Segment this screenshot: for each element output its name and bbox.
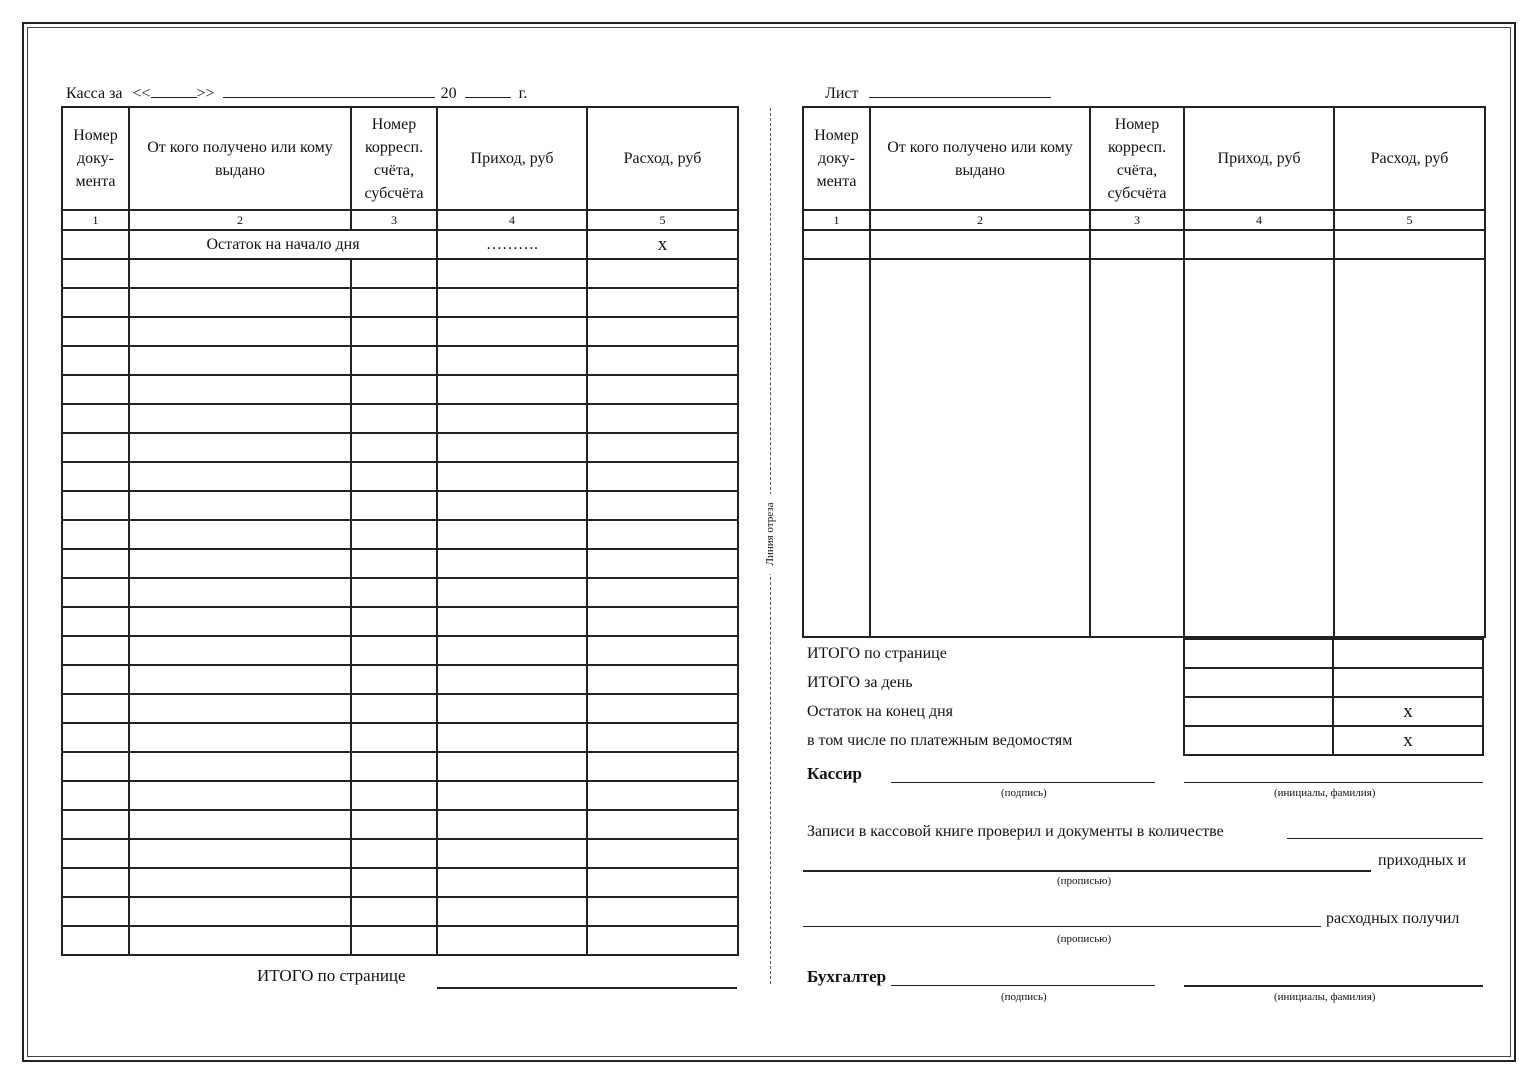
left-opening-balance-label: Остаток на начало дня bbox=[129, 230, 437, 259]
right-entries-cell[interactable] bbox=[803, 259, 870, 637]
left-table-cell[interactable] bbox=[62, 781, 129, 810]
left-table-cell[interactable] bbox=[437, 462, 587, 491]
left-table-cell[interactable] bbox=[129, 578, 351, 607]
left-table-cell[interactable] bbox=[587, 317, 738, 346]
left-table-cell[interactable] bbox=[62, 897, 129, 926]
left-table-cell[interactable] bbox=[587, 375, 738, 404]
left-table-cell[interactable] bbox=[351, 404, 437, 433]
left-table-row bbox=[62, 636, 738, 665]
right-totals-expense-cell[interactable] bbox=[1332, 638, 1484, 669]
left-table-cell[interactable] bbox=[129, 462, 351, 491]
left-table-row bbox=[62, 462, 738, 491]
left-table-cell[interactable] bbox=[351, 636, 437, 665]
left-table-row bbox=[62, 288, 738, 317]
left-table-cell[interactable] bbox=[587, 607, 738, 636]
left-table-cell[interactable] bbox=[62, 926, 129, 955]
kassa-year-suffix: г. bbox=[518, 85, 528, 102]
left-opening-doc-cell[interactable] bbox=[62, 230, 129, 259]
right-column-numbers-row bbox=[803, 210, 1485, 230]
left-header-row bbox=[62, 107, 738, 210]
left-table-cell[interactable] bbox=[437, 317, 587, 346]
left-table-cell[interactable] bbox=[587, 868, 738, 897]
left-opening-balance-row bbox=[62, 230, 738, 259]
left-table-cell[interactable] bbox=[437, 520, 587, 549]
left-table-cell[interactable] bbox=[437, 636, 587, 665]
left-table-cell[interactable] bbox=[129, 491, 351, 520]
left-table-cell[interactable] bbox=[351, 288, 437, 317]
left-table-row bbox=[62, 694, 738, 723]
left-table-cell[interactable] bbox=[62, 317, 129, 346]
left-page-total-label: ИТОГО по странице bbox=[257, 966, 406, 985]
left-table-cell[interactable] bbox=[62, 462, 129, 491]
incoming-in-words-caption: (прописью) bbox=[1057, 875, 1112, 887]
left-colnum-5: 5 bbox=[587, 210, 738, 230]
left-table-cell[interactable] bbox=[129, 520, 351, 549]
left-table-row bbox=[62, 723, 738, 752]
left-table-cell[interactable] bbox=[437, 346, 587, 375]
left-table-cell[interactable] bbox=[351, 897, 437, 926]
left-table-cell[interactable] bbox=[587, 520, 738, 549]
left-table-cell[interactable] bbox=[351, 781, 437, 810]
left-table-cell[interactable] bbox=[587, 694, 738, 723]
left-ledger-table bbox=[61, 106, 739, 956]
left-table-cell[interactable] bbox=[351, 491, 437, 520]
outgoing-in-words-caption: (прописью) bbox=[1057, 933, 1112, 945]
left-table-cell[interactable] bbox=[62, 694, 129, 723]
left-table-cell[interactable] bbox=[437, 839, 587, 868]
left-table-cell[interactable] bbox=[62, 868, 129, 897]
cashier-initials-caption: (инициалы, фамилия) bbox=[1274, 787, 1376, 799]
left-opening-balance-expense: х bbox=[587, 230, 738, 259]
left-table-cell[interactable] bbox=[129, 926, 351, 955]
left-table-cell[interactable] bbox=[129, 317, 351, 346]
left-table-cell[interactable] bbox=[437, 868, 587, 897]
right-header-account: Номер корресп. счёта, субсчёта bbox=[1090, 107, 1184, 210]
right-totals-income-cell[interactable] bbox=[1183, 638, 1334, 669]
left-table-cell[interactable] bbox=[351, 346, 437, 375]
left-table-row bbox=[62, 897, 738, 926]
left-table-cell[interactable] bbox=[129, 897, 351, 926]
left-table-cell[interactable] bbox=[129, 810, 351, 839]
left-table-cell[interactable] bbox=[351, 462, 437, 491]
incoming-suffix: приходных и bbox=[1378, 852, 1467, 869]
left-table-cell[interactable] bbox=[587, 839, 738, 868]
right-colnum-2: 2 bbox=[870, 210, 1090, 230]
right-totals-label: в том числе по платежным ведомостям bbox=[807, 732, 1073, 749]
kassa-label: Касса за bbox=[66, 85, 123, 102]
right-totals-expense-cell: х bbox=[1332, 696, 1484, 727]
left-column-numbers-row bbox=[62, 210, 738, 230]
left-table-cell[interactable] bbox=[437, 549, 587, 578]
right-totals-label: ИТОГО за день bbox=[807, 674, 913, 691]
accountant-initials-caption: (инициалы, фамилия) bbox=[1274, 991, 1376, 1003]
left-table-cell[interactable] bbox=[129, 694, 351, 723]
left-table-cell[interactable] bbox=[129, 868, 351, 897]
right-ledger-table bbox=[802, 106, 1486, 638]
accountant-signature-caption: (подпись) bbox=[1001, 991, 1047, 1003]
left-table-cell[interactable] bbox=[437, 926, 587, 955]
left-table-row bbox=[62, 868, 738, 897]
left-table-cell[interactable] bbox=[351, 665, 437, 694]
left-table-cell[interactable] bbox=[62, 752, 129, 781]
left-table-cell[interactable] bbox=[587, 636, 738, 665]
left-table-cell[interactable] bbox=[351, 607, 437, 636]
left-table-row bbox=[62, 346, 738, 375]
left-table-cell[interactable] bbox=[587, 665, 738, 694]
left-table-cell[interactable] bbox=[587, 926, 738, 955]
left-table-row bbox=[62, 839, 738, 868]
left-table-cell[interactable] bbox=[129, 346, 351, 375]
left-table-row bbox=[62, 433, 738, 462]
left-table-cell[interactable] bbox=[437, 607, 587, 636]
left-opening-balance-income[interactable]: ………. bbox=[437, 230, 587, 259]
sheet-number-field[interactable] bbox=[869, 84, 1051, 98]
left-table-row bbox=[62, 491, 738, 520]
left-table-cell[interactable] bbox=[129, 781, 351, 810]
left-table-cell[interactable] bbox=[437, 810, 587, 839]
left-table-row bbox=[62, 607, 738, 636]
right-colnum-4: 4 bbox=[1184, 210, 1334, 230]
right-header-expense: Расход, руб bbox=[1334, 107, 1485, 210]
left-table-cell[interactable] bbox=[437, 259, 587, 288]
right-colnum-3: 3 bbox=[1090, 210, 1184, 230]
right-header-row bbox=[803, 107, 1485, 210]
sheet-label: Лист bbox=[825, 85, 859, 102]
left-table-cell[interactable] bbox=[587, 810, 738, 839]
left-table-cell[interactable] bbox=[62, 288, 129, 317]
right-first-row-cell[interactable] bbox=[870, 230, 1090, 259]
left-table-cell[interactable] bbox=[587, 346, 738, 375]
left-table-cell[interactable] bbox=[587, 723, 738, 752]
kassa-day-field[interactable] bbox=[151, 84, 197, 98]
left-table-cell[interactable] bbox=[437, 404, 587, 433]
left-table-row bbox=[62, 578, 738, 607]
left-page-total-field[interactable] bbox=[437, 987, 737, 989]
left-colnum-2: 2 bbox=[129, 210, 351, 230]
left-table-cell[interactable] bbox=[587, 549, 738, 578]
left-table-cell[interactable] bbox=[351, 926, 437, 955]
left-table-cell[interactable] bbox=[62, 520, 129, 549]
right-header-income: Приход, руб bbox=[1184, 107, 1334, 210]
right-header-doc-number: Номер доку- мента bbox=[803, 107, 870, 210]
accountant-initials-field[interactable] bbox=[1184, 985, 1483, 987]
cashier-initials-field[interactable] bbox=[1184, 782, 1483, 783]
documents-count-field[interactable] bbox=[1287, 838, 1483, 839]
left-table-cell[interactable] bbox=[129, 288, 351, 317]
cut-line-label: Линия отреза bbox=[764, 494, 776, 574]
right-totals-label: ИТОГО по странице bbox=[807, 645, 947, 662]
cashier-signature-caption: (подпись) bbox=[1001, 787, 1047, 799]
left-table-row bbox=[62, 375, 738, 404]
right-entries-area bbox=[803, 259, 1485, 637]
left-table-cell[interactable] bbox=[62, 723, 129, 752]
right-totals-expense-cell[interactable] bbox=[1332, 667, 1484, 698]
left-colnum-3: 3 bbox=[351, 210, 437, 230]
left-table-cell[interactable] bbox=[437, 752, 587, 781]
left-table-row bbox=[62, 259, 738, 288]
right-totals-expense-cell: х bbox=[1332, 725, 1484, 756]
left-table-cell[interactable] bbox=[62, 839, 129, 868]
left-table-cell[interactable] bbox=[129, 665, 351, 694]
right-colnum-5: 5 bbox=[1334, 210, 1485, 230]
left-table-row bbox=[62, 317, 738, 346]
sheet-header bbox=[825, 84, 1051, 102]
right-entries-cell[interactable] bbox=[1090, 259, 1184, 637]
left-table-row bbox=[62, 752, 738, 781]
right-first-row-cell[interactable] bbox=[1334, 230, 1485, 259]
left-table-cell[interactable] bbox=[351, 520, 437, 549]
left-table-cell[interactable] bbox=[129, 375, 351, 404]
checked-text: Записи в кассовой книге проверил и документы в количестве bbox=[807, 823, 1224, 840]
left-table-row bbox=[62, 781, 738, 810]
left-table-cell[interactable] bbox=[351, 752, 437, 781]
left-table-row bbox=[62, 665, 738, 694]
left-table-cell[interactable] bbox=[129, 404, 351, 433]
outgoing-suffix: расходных получил bbox=[1326, 910, 1460, 927]
left-table-cell[interactable] bbox=[62, 491, 129, 520]
left-table-cell[interactable] bbox=[62, 549, 129, 578]
right-totals-income-cell[interactable] bbox=[1183, 667, 1334, 698]
left-colnum-4: 4 bbox=[437, 210, 587, 230]
left-table-cell[interactable] bbox=[437, 578, 587, 607]
left-table-cell[interactable] bbox=[62, 607, 129, 636]
left-table-cell[interactable] bbox=[62, 636, 129, 665]
left-table-row bbox=[62, 549, 738, 578]
left-table-cell[interactable] bbox=[587, 578, 738, 607]
cashier-signature-field[interactable] bbox=[891, 782, 1155, 783]
left-header-income: Приход, руб bbox=[437, 107, 587, 210]
right-totals-income-cell[interactable] bbox=[1183, 725, 1334, 756]
left-header-expense: Расход, руб bbox=[587, 107, 738, 210]
left-header-doc-number: Номер доку- мента bbox=[62, 107, 129, 210]
left-table-cell[interactable] bbox=[587, 288, 738, 317]
kassa-quote-open: << bbox=[132, 85, 151, 102]
right-entries-cell[interactable] bbox=[1184, 259, 1334, 637]
left-table-cell[interactable] bbox=[351, 723, 437, 752]
left-table-row bbox=[62, 926, 738, 955]
left-table-cell[interactable] bbox=[351, 259, 437, 288]
left-table-cell[interactable] bbox=[437, 781, 587, 810]
left-table-cell[interactable] bbox=[587, 897, 738, 926]
accountant-signature-field[interactable] bbox=[891, 985, 1155, 986]
right-totals-income-cell[interactable] bbox=[1183, 696, 1334, 727]
right-first-row bbox=[803, 230, 1485, 259]
left-table-cell[interactable] bbox=[62, 259, 129, 288]
left-colnum-1: 1 bbox=[62, 210, 129, 230]
right-first-row-cell[interactable] bbox=[1184, 230, 1334, 259]
left-table-cell[interactable] bbox=[129, 433, 351, 462]
right-colnum-1: 1 bbox=[803, 210, 870, 230]
left-table-cell[interactable] bbox=[587, 752, 738, 781]
right-entries-cell[interactable] bbox=[870, 259, 1090, 637]
left-table-cell[interactable] bbox=[437, 694, 587, 723]
left-table-cell[interactable] bbox=[437, 897, 587, 926]
left-table-cell[interactable] bbox=[62, 810, 129, 839]
right-totals-label: Остаток на конец дня bbox=[807, 703, 953, 720]
left-table-cell[interactable] bbox=[351, 433, 437, 462]
kassa-quote-close: >> bbox=[196, 85, 215, 102]
left-table-cell[interactable] bbox=[587, 491, 738, 520]
left-table-cell[interactable] bbox=[129, 607, 351, 636]
left-table-cell[interactable] bbox=[129, 259, 351, 288]
left-table-cell[interactable] bbox=[129, 549, 351, 578]
left-header-from-whom: От кого получено или кому выдано bbox=[129, 107, 351, 210]
left-table-cell[interactable] bbox=[587, 404, 738, 433]
left-table-cell[interactable] bbox=[62, 665, 129, 694]
left-table-cell[interactable] bbox=[351, 868, 437, 897]
right-first-row-cell[interactable] bbox=[803, 230, 870, 259]
outgoing-in-words-field[interactable] bbox=[803, 926, 1321, 927]
left-table-cell[interactable] bbox=[129, 839, 351, 868]
left-table-cell[interactable] bbox=[437, 288, 587, 317]
left-header-account: Номер корресп. счёта, субсчёта bbox=[351, 107, 437, 210]
kassa-year-prefix: 20 bbox=[440, 85, 457, 102]
kassa-header bbox=[66, 84, 527, 102]
left-table-cell[interactable] bbox=[437, 375, 587, 404]
left-table-row bbox=[62, 520, 738, 549]
left-table-cell[interactable] bbox=[62, 404, 129, 433]
left-table-cell[interactable] bbox=[351, 694, 437, 723]
left-table-cell[interactable] bbox=[351, 839, 437, 868]
right-header-from-whom: От кого получено или кому выдано bbox=[870, 107, 1090, 210]
left-table-cell[interactable] bbox=[587, 259, 738, 288]
left-table-cell[interactable] bbox=[437, 665, 587, 694]
left-table-row bbox=[62, 404, 738, 433]
left-table-cell[interactable] bbox=[587, 433, 738, 462]
left-table-cell[interactable] bbox=[62, 346, 129, 375]
left-table-cell[interactable] bbox=[62, 433, 129, 462]
left-table-cell[interactable] bbox=[587, 781, 738, 810]
kassa-year-field[interactable] bbox=[465, 84, 511, 98]
left-table-cell[interactable] bbox=[62, 578, 129, 607]
right-entries-cell[interactable] bbox=[1334, 259, 1485, 637]
kassa-month-field[interactable] bbox=[223, 84, 435, 98]
accountant-label: Бухгалтер bbox=[807, 967, 887, 986]
left-table-cell[interactable] bbox=[129, 636, 351, 665]
left-table-cell[interactable] bbox=[129, 723, 351, 752]
left-table-cell[interactable] bbox=[351, 317, 437, 346]
left-table-cell[interactable] bbox=[351, 810, 437, 839]
left-table-cell[interactable] bbox=[62, 375, 129, 404]
left-table-cell[interactable] bbox=[351, 578, 437, 607]
cashier-label: Кассир bbox=[807, 764, 862, 783]
incoming-in-words-field[interactable] bbox=[803, 870, 1371, 872]
left-table-cell[interactable] bbox=[437, 491, 587, 520]
left-table-row bbox=[62, 810, 738, 839]
left-table-cell[interactable] bbox=[351, 375, 437, 404]
left-table-cell[interactable] bbox=[437, 433, 587, 462]
left-table-cell[interactable] bbox=[587, 462, 738, 491]
left-table-cell[interactable] bbox=[437, 723, 587, 752]
left-table-cell[interactable] bbox=[129, 752, 351, 781]
right-first-row-cell[interactable] bbox=[1090, 230, 1184, 259]
left-table-cell[interactable] bbox=[351, 549, 437, 578]
